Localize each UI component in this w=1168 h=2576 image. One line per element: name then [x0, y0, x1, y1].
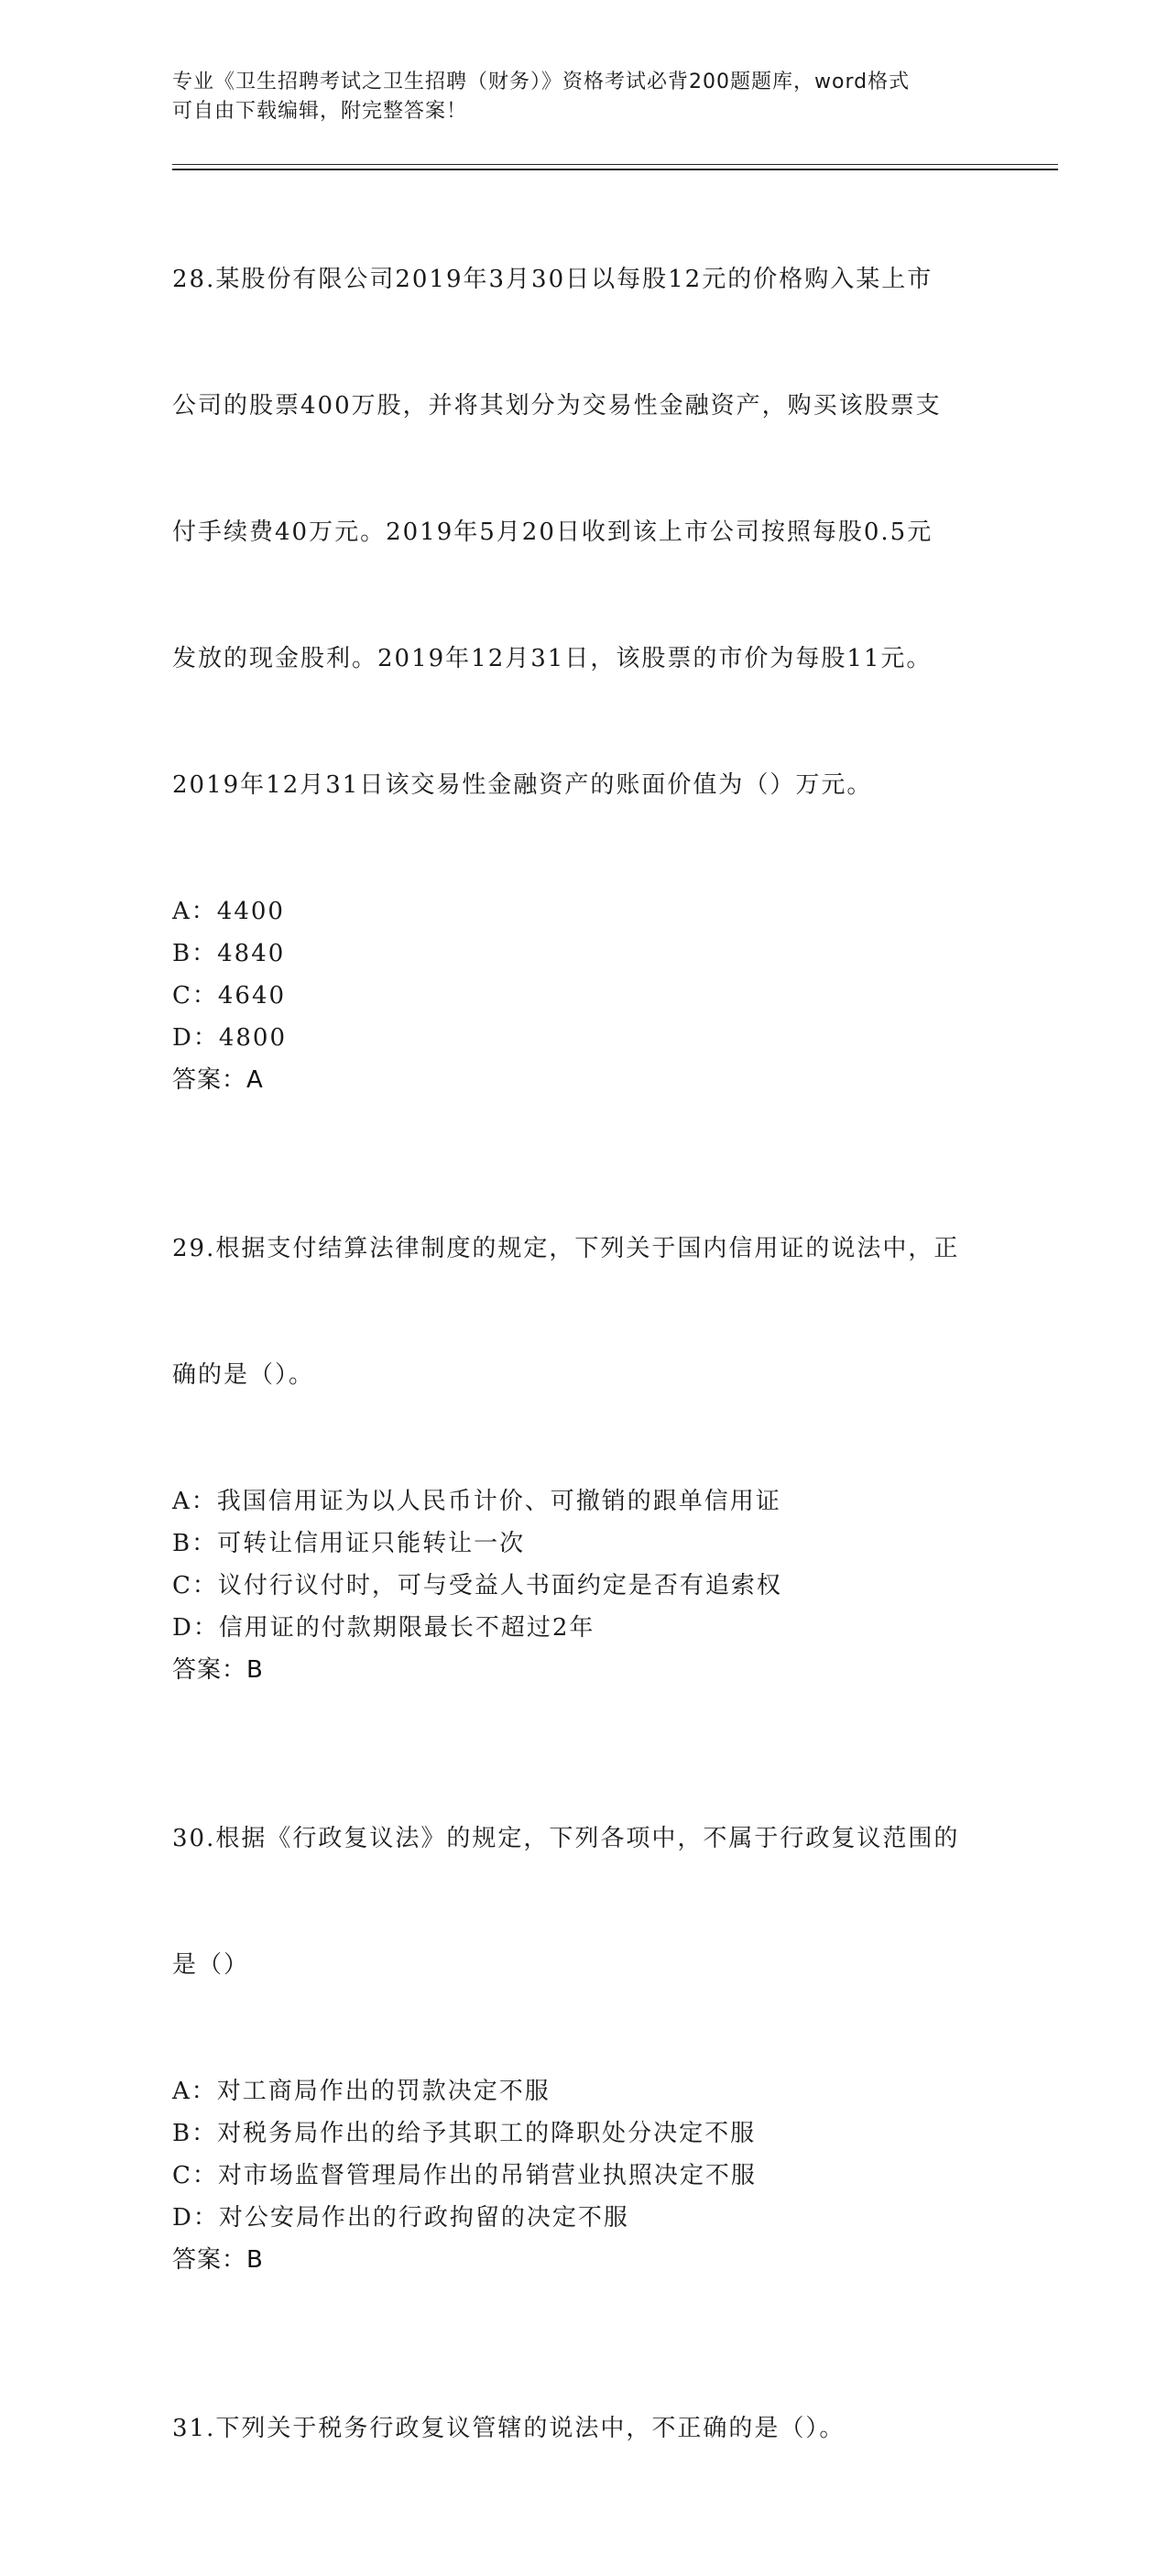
option-c: C：对市场监督管理局作出的吊销营业执照决定不服 — [172, 2162, 757, 2189]
question-stem — [172, 1143, 997, 1480]
option-a: A：对工商局作出的罚款决定不服 — [172, 2078, 551, 2105]
question-stem — [172, 174, 997, 890]
answer: 答案：B — [172, 1656, 264, 1684]
stem-line: 28.某股份有限公司2019年3月30日以每股12元的价格购入某上市 — [172, 266, 933, 293]
option-a: A：我国信用证为以人民币计价、可撤销的跟单信用证 — [172, 1488, 781, 1515]
option-d: D：4800 — [172, 1024, 288, 1052]
question-29 — [172, 1143, 997, 1691]
option-d: D：对公安局作出的行政拘留的决定不服 — [172, 2204, 629, 2232]
question-list — [172, 174, 997, 2576]
question-31 — [172, 2323, 997, 2534]
answer: 答案：A — [172, 1066, 264, 1094]
question-stem — [172, 1733, 997, 2070]
stem-line: 29.根据支付结算法律制度的规定，下列关于国内信用证的说法中，正 — [172, 1235, 960, 1262]
document-header — [172, 68, 997, 126]
stem-line: 2019年12月31日该交易性金融资产的账面价值为（）万元。 — [172, 771, 873, 799]
question-stem — [172, 2323, 997, 2534]
question-30 — [172, 1733, 997, 2281]
answer: 答案：B — [172, 2246, 264, 2274]
stem-line: 付手续费40万元。2019年5月20日收到该上市公司按照每股0.5元 — [172, 518, 933, 546]
question-28 — [172, 174, 997, 1101]
stem-line: 30.根据《行政复议法》的规定，下列各项中，不属于行政复议范围的 — [172, 1825, 960, 1852]
header-line-2: 可自由下载编辑，附完整答案！ — [172, 100, 468, 123]
stem-line: 是（） — [172, 1951, 250, 1979]
option-c: C：议付行议付时，可与受益人书面约定是否有追索权 — [172, 1572, 782, 1599]
option-b: B：4840 — [172, 940, 286, 967]
header-line-1: 专业《卫生招聘考试之卫生招聘（财务）》资格考试必背200题题库，word格式 — [172, 71, 911, 93]
header-divider-thick — [172, 169, 1058, 170]
stem-line: 31.下列关于税务行政复议管辖的说法中，不正确的是（）。 — [172, 2415, 846, 2442]
option-a: A：4400 — [172, 898, 285, 925]
stem-line: 发放的现金股利。2019年12月31日，该股票的市价为每股11元。 — [172, 645, 933, 672]
option-d: D：信用证的付款期限最长不超过2年 — [172, 1614, 595, 1642]
header-divider-thin — [172, 164, 1058, 165]
option-c: C：4640 — [172, 982, 287, 1010]
option-b: B：可转让信用证只能转让一次 — [172, 1530, 526, 1557]
option-b: B：对税务局作出的给予其职工的降职处分决定不服 — [172, 2120, 757, 2147]
stem-line: 公司的股票400万股，并将其划分为交易性金融资产，购买该股票支 — [172, 392, 942, 420]
stem-line: 确的是（）。 — [172, 1361, 315, 1389]
